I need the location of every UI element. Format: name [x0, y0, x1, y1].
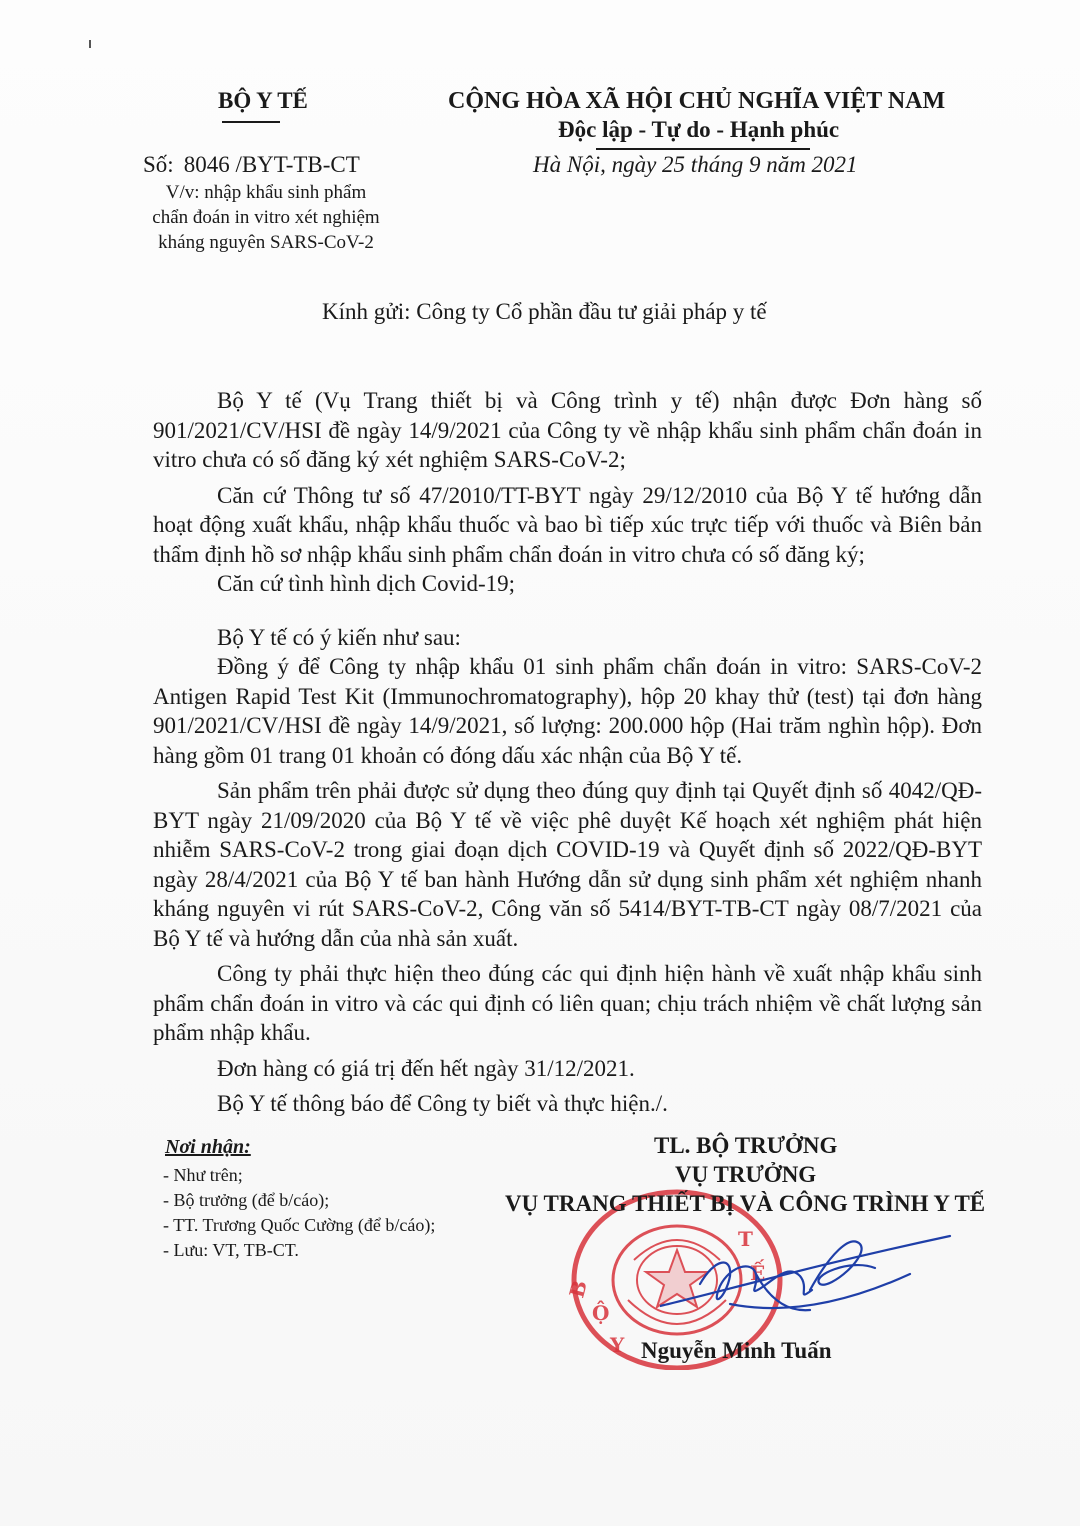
- document-number-label: Số:: [143, 152, 174, 177]
- svg-text:Ế: Ế: [750, 1261, 766, 1285]
- signature-title-line1: TL. BỘ TRƯỞNG: [654, 1133, 838, 1158]
- svg-text:Y: Y: [610, 1333, 625, 1357]
- subject-line: kháng nguyên SARS-CoV-2: [158, 232, 374, 253]
- signer-name: Nguyễn Minh Tuấn: [641, 1338, 832, 1363]
- body-paragraph: Đồng ý để Công ty nhập khẩu 01 sinh phẩm chẩn đoán in vitro: SARS-CoV-2 Antigen Rapid Test Kit (Immunochromatography), hộp 20 khay thử (test) tại đơn hàng 901/2021/CV/HSI đề ngày 14/9/2021, số lượng: 200.000 hộp (Hai trăm nghìn hộp). Đơn hàng gồm 01 trang 01 khoản có đóng dấu xác nhận của Bộ Y tế.: [153, 654, 982, 768]
- dateline: Hà Nội, ngày 25 tháng 9 năm 2021: [533, 152, 858, 177]
- document-number: [143, 152, 360, 178]
- signature-title-line3: VỤ TRANG THIẾT BỊ VÀ CÔNG TRÌNH Y TẾ: [505, 1191, 986, 1216]
- body-paragraph: Công ty phải thực hiện theo đúng các qui định hiện hành về xuất nhập khẩu sinh phẩm chẩn đoán in vitro và các qui định có liên quan; chịu trách nhiệm về chất lượng sản phẩm nhập khẩu.: [153, 961, 982, 1045]
- organization-name: BỘ Y TẾ: [218, 88, 308, 113]
- distribution-item: - Như trên;: [163, 1165, 243, 1185]
- svg-text:Ộ: Ộ: [592, 1301, 610, 1325]
- subject-line: V/v: nhập khẩu sinh phẩm: [165, 182, 367, 203]
- subject-line: chẩn đoán in vitro xét nghiệm: [152, 207, 380, 228]
- body-paragraph: Bộ Y tế thông báo để Công ty biết và thực hiện./.: [217, 1091, 668, 1116]
- document-number-value: 8046 /BYT-TB-CT: [183, 152, 360, 177]
- body-paragraph: Bộ Y tế (Vụ Trang thiết bị và Công trình y tế) nhận được Đơn hàng số 901/2021/CV/HSI đề ngày 14/9/2021 của Công ty về nhập khẩu sinh phẩm chẩn đoán in vitro chưa có số đăng ký xét nghiệm SARS-CoV-2;: [153, 388, 982, 472]
- signature-title-line2: VỤ TRƯỞNG: [675, 1162, 817, 1187]
- body-paragraph: Bộ Y tế có ý kiến như sau:: [217, 624, 461, 650]
- distribution-item: - Bộ trưởng (để b/cáo);: [163, 1190, 330, 1210]
- nation-title: CỘNG HÒA XÃ HỘI CHỦ NGHĨA VIỆT NAM: [448, 88, 946, 114]
- svg-text:B: B: [564, 1277, 592, 1301]
- letter-body: [153, 386, 982, 1119]
- body-paragraph: Căn cứ tình hình dịch Covid-19;: [217, 571, 516, 596]
- document-subject: [133, 180, 399, 255]
- organization-underline: [222, 121, 280, 123]
- national-motto: Độc lập - Tự do - Hạnh phúc: [558, 117, 840, 142]
- distribution-list: [163, 1163, 435, 1263]
- motto-underline: [596, 148, 810, 150]
- recipient-line: Kính gửi: Công ty Cổ phần đầu tư giải pháp y tế: [322, 299, 767, 324]
- scan-speck: [88, 40, 92, 50]
- body-paragraph: Đơn hàng có giá trị đến hết ngày 31/12/2021.: [217, 1055, 635, 1081]
- handwritten-signature-icon: [660, 1214, 960, 1334]
- body-paragraph: Căn cứ Thông tư số 47/2010/TT-BYT ngày 29/12/2010 của Bộ Y tế hướng dẫn hoạt động xuất khẩu, nhập khẩu thuốc và bao bì tiếp xúc trực tiếp với thuốc và Biên bản thẩm định hồ sơ nhập khẩu sinh phẩm chẩn đoán in vitro chưa có số đăng ký;: [153, 482, 982, 567]
- svg-text:T: T: [738, 1227, 753, 1251]
- distribution-item: - Lưu: VT, TB-CT.: [163, 1240, 299, 1260]
- body-paragraph: Sản phẩm trên phải được sử dụng theo đúng quy định tại Quyết định số 4042/QĐ-BYT ngày 21/09/2020 của Bộ Y tế về việc phê duyệt Kế hoạch xét nghiệm phát hiện nhiễm SARS-CoV-2 trong giai đoạn dịch COVID-19 và Quyết định số 2022/QĐ-BYT ngày 28/4/2021 của Bộ Y tế ban hành Hướng dẫn sử dụng sinh phẩm xét nghiệm nhanh kháng nguyên vi rút SARS-CoV-2, Công văn số 5414/BYT-TB-CT ngày 08/7/2021 của Bộ Y tế và hướng dẫn của nhà sản xuất.: [153, 778, 982, 951]
- distribution-item: - TT. Trương Quốc Cường (để b/cáo);: [163, 1215, 436, 1235]
- distribution-heading: Nơi nhận:: [165, 1136, 251, 1158]
